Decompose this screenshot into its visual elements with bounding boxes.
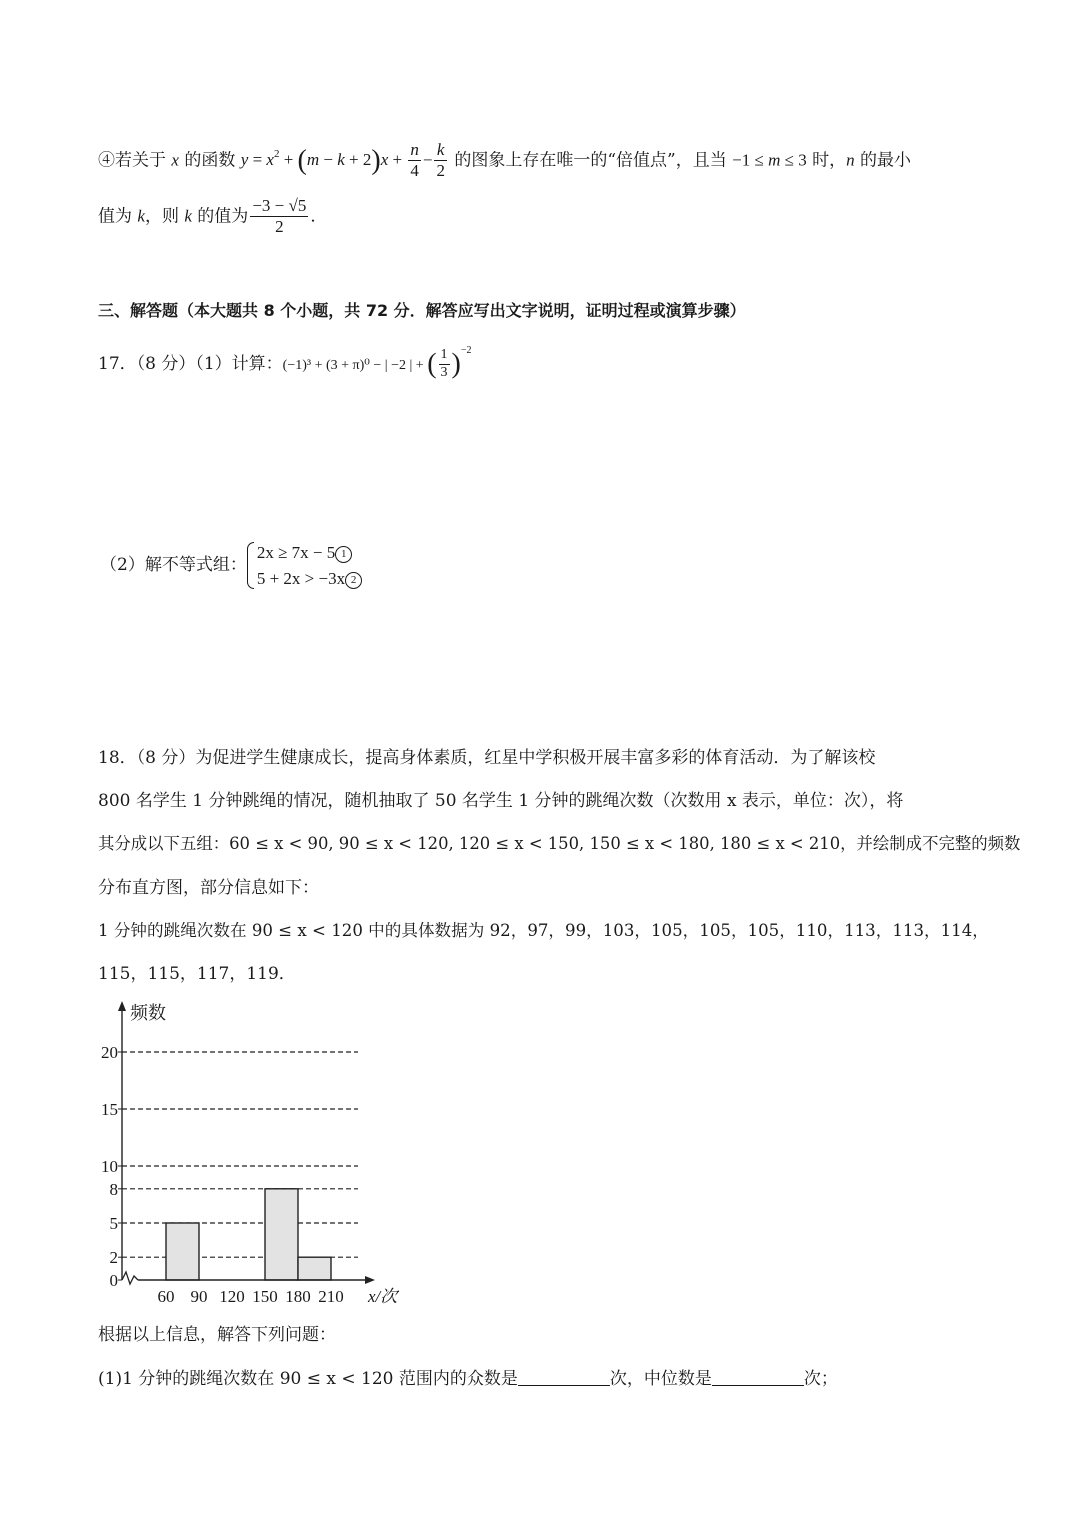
q17-fraction — [439, 347, 450, 382]
x-tick-label: 60 — [157, 1287, 175, 1306]
ineq2-text: 5 + 2x > −3x — [256, 568, 346, 588]
y-tick-label: 8 — [109, 1179, 118, 1199]
y-tick-label: 0 — [109, 1271, 118, 1290]
ineq1-text: 2x ≥ 7x − 5 — [256, 543, 336, 562]
func-expression: $y = x^2 + (m - k + 2)x$ + — [240, 145, 407, 177]
bar-180-210 — [298, 1257, 331, 1280]
text: 值为 — [98, 206, 138, 227]
q18-line3: 其分成以下五组：60 ≤ x < 90, 90 ≤ x < 120, 120 ≤ x < 150, 150 ≤ x < 180, 180 ≤ x < 210，并绘制成不完整的频数 — [98, 834, 1021, 853]
x-tick-label: 120 — [219, 1287, 245, 1306]
q18-line2: 800 名学生 1 分钟跳绳的情况，随机抽取了 50 名学生 1 分钟的跳绳次数（次数用 x 表示，单位：次），将 — [98, 791, 904, 811]
q18-after-chart: 根据以上信息，解答下列问题： — [98, 1325, 336, 1345]
answer-fraction — [250, 196, 308, 238]
x-tick-label: 150 — [252, 1287, 278, 1306]
bar-150-180 — [265, 1189, 298, 1280]
x-tick-label: 180 — [285, 1287, 311, 1306]
q18-line1: 18．（8 分）为促进学生健康成长，提高身体素质，红星中学积极开展丰富多彩的体育活动．为了解该校 — [98, 748, 876, 768]
q17-label: 17．（8 分）（1）计算： — [98, 354, 283, 374]
m-range: −1 ≤ m ≤ 3 — [732, 150, 807, 170]
q17-part2-label: （2）解不等式组： — [100, 555, 247, 575]
text: 的函数 — [178, 150, 241, 171]
q18-sub1 — [98, 1371, 838, 1388]
frac-k-2: $\frac{k}{2}$ — [436, 140, 445, 181]
q16-item4-line2 — [98, 196, 327, 238]
axis-break — [122, 1272, 138, 1284]
frequency-histogram — [96, 995, 416, 1315]
y-tick-label: 10 — [101, 1157, 118, 1176]
y-tick-label: 5 — [109, 1214, 118, 1233]
sub1-text-c: 次； — [803, 1369, 838, 1389]
frac-num: 1 — [439, 347, 450, 365]
text: 时， — [806, 150, 847, 171]
text: 的值为 — [191, 206, 249, 227]
q18-line6: 115，115，117，119． — [98, 964, 296, 984]
var-k: k — [184, 206, 192, 226]
inequality-system — [247, 540, 362, 591]
y-tick-label: 2 — [109, 1248, 118, 1268]
q17-exponent: −2 — [460, 345, 472, 356]
frac-den: 3 — [440, 365, 448, 380]
q18-line5: 1 分钟的跳绳次数在 90 ≤ x < 120 中的具体数据为 92，97，99，103，105，105，105，110，113，113，114， — [98, 921, 989, 940]
q17-expression: (−1)³ + (3 + π)⁰ − | −2 | + — [282, 358, 428, 373]
circle-number-1: 1 — [335, 546, 352, 563]
text: ，则 — [144, 206, 185, 227]
q18-line4: 分布直方图，部分信息如下： — [98, 878, 319, 898]
var-x: x — [171, 150, 179, 170]
q17-part1: 17．（8 分）（1）计算：(−1)³ + (3 + π)⁰ − | −2 | + ( $\frac{1}{3}$ )$^{-2}$ — [98, 345, 472, 380]
y-axis-arrow — [118, 1001, 126, 1011]
x-tick-label: 210 — [318, 1287, 344, 1306]
text: ． — [310, 206, 328, 227]
frac-n-4: $\frac{n}{4}$ — [410, 140, 419, 181]
sub1-text-b: 次，中位数是 — [609, 1369, 712, 1389]
q17-part2 — [100, 540, 362, 591]
y-axis-label: 频数 — [130, 1003, 166, 1024]
section3-heading: 三、解答题（本大题共 8 个小题，共 72 分．解答应写出文字说明，证明过程或演算步骤） — [98, 301, 746, 320]
inequality-2 — [257, 566, 362, 592]
q16-item4-line1: ④若关于 x 的函数 $y = x^2 + (m - k + 2)x$ + $\frac{n}{4}$ − $\frac{k}{2}$ 的图象上存在唯一的“倍值点”，且当 −1 ≤ m ≤ 3 时，n 的最小 — [98, 140, 912, 181]
inequality-1 — [257, 540, 362, 566]
var-k: k — [137, 206, 145, 226]
var-n: n — [846, 150, 855, 170]
circle-number-2: 2 — [345, 572, 362, 589]
answer-blank-median[interactable] — [712, 1371, 804, 1386]
answer-numerator: −3 − √5 — [250, 196, 308, 217]
x-tick-label: 90 — [190, 1287, 208, 1306]
x-axis-arrow — [365, 1276, 375, 1284]
text: 的图象上存在唯一的“倍值点”，且当 — [448, 150, 733, 171]
x-axis-label: x/次 — [368, 1287, 398, 1306]
y-tick-label: 20 — [101, 1043, 118, 1062]
sub1-text-a: (1)1 分钟的跳绳次数在 90 ≤ x < 120 范围内的众数是 — [98, 1369, 518, 1389]
answer-blank-mode[interactable] — [518, 1371, 610, 1386]
text: 的最小 — [854, 150, 912, 171]
bar-60-90 — [166, 1223, 199, 1280]
answer-denominator: 2 — [275, 217, 284, 237]
text: ④若关于 — [98, 150, 172, 171]
y-tick-label: 15 — [101, 1100, 118, 1119]
